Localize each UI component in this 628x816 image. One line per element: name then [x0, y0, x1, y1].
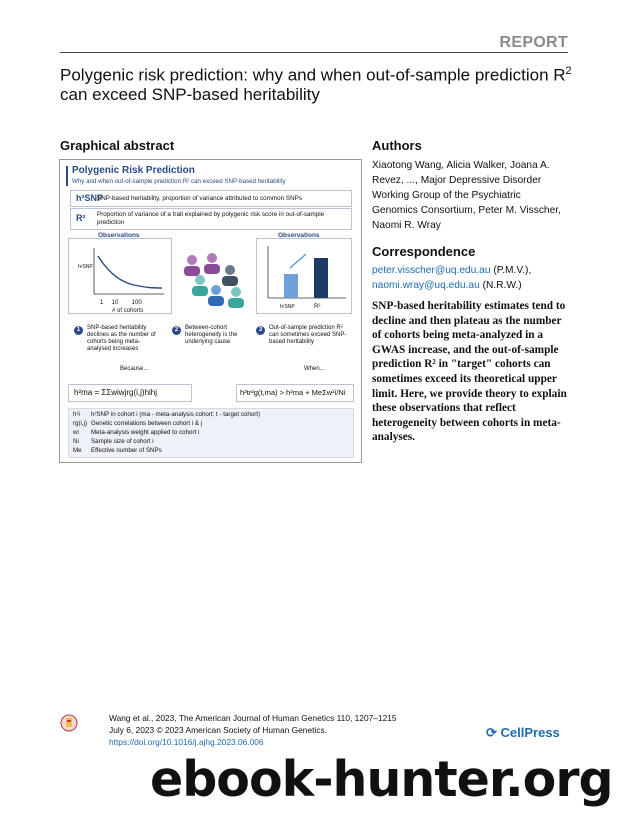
graphical-abstract-heading: Graphical abstract — [60, 138, 175, 153]
point-1-badge: 1 — [74, 326, 83, 335]
legend-row-1 — [73, 411, 260, 418]
legend-txt-2: Genetic correlations between cohort i & j — [91, 420, 203, 427]
point-2-badge: 2 — [172, 326, 181, 335]
def2-text: Proportion of variance of a trait explained by polygenic risk score in out-of-sample prediction — [97, 211, 325, 226]
symbol-legend — [68, 408, 354, 458]
decline-xlabel: # of cohorts — [112, 308, 144, 314]
def1-text: SNP-based heritability, proportion of variance attributed to common SNPs — [97, 195, 302, 202]
point-3-badge: 3 — [256, 326, 265, 335]
equation-left: h²ma = ΣΣwiwjrg(i,j)hihj — [74, 388, 158, 397]
email-link-visscher[interactable]: peter.visscher@uq.edu.au — [372, 265, 491, 276]
person-6 — [228, 287, 244, 308]
ga-subtitle: Why and when out-of-sample prediction R² can exceed SNP-based heritability — [72, 178, 286, 185]
legend-txt-1: h²SNP in cohort i (ma - meta-analysis cohort; t - target cohort) — [91, 411, 261, 418]
legend-sym-1: h²i — [73, 411, 80, 418]
legend-sym-5: Me — [73, 447, 82, 454]
person-2 — [204, 253, 220, 274]
cellpress-logo — [486, 725, 560, 741]
definition-r2 — [70, 208, 352, 230]
title-superscript: 2 — [565, 65, 572, 77]
paper-title — [60, 62, 580, 104]
correspondence-heading: Correspondence — [372, 244, 476, 259]
email-link-wray[interactable]: naomi.wray@uq.edu.au — [372, 280, 480, 291]
cellpress-mark-icon: ⟳ — [486, 725, 501, 740]
copyright-line: July 6, 2023 © 2023 American Society of Human Genetics. — [109, 725, 327, 735]
authors-heading: Authors — [372, 138, 422, 153]
correspondence-block — [372, 263, 572, 293]
graphical-abstract — [59, 159, 362, 463]
definition-h2snp — [70, 190, 352, 207]
def1-symbol: h²SNP — [76, 193, 103, 203]
prediction-bar-plot — [256, 238, 352, 314]
point-1-text: SNP-based heritability declines as the number of cohorts being meta-analysed increases — [87, 325, 156, 352]
authors-list: Xiaotong Wang, Alicia Walker, Joana A. Revez, ..., Major Depressive Disorder Working Group of the Psychiatric Genomics Consortium, Peter M. Visscher, Naomi R. Wray — [372, 160, 561, 231]
bar-h2snp — [284, 274, 298, 298]
decline-ylabel: h²SNP — [78, 264, 93, 270]
bar-r2 — [314, 258, 328, 298]
decline-xticks: 1 10 100 — [100, 300, 142, 306]
title-line2: can exceed SNP-based heritability — [60, 84, 320, 104]
bar-label-r2: R² — [314, 304, 321, 310]
ga-title: Polygenic Risk Prediction — [72, 165, 195, 176]
crossmark-logo-icon[interactable] — [60, 714, 78, 732]
citation-line: Wang et al., 2023, The American Journal of Human Genetics 110, 1207–1215 — [109, 713, 397, 723]
legend-sym-4: Ni — [73, 438, 79, 445]
legend-row-2 — [73, 420, 202, 427]
person-5 — [208, 285, 224, 306]
equation-right: h²tr²g(t,ma) > h²ma + MeΣw²i/Ni — [240, 388, 346, 397]
doi-link[interactable]: https://doi.org/10.1016/j.ajhg.2023.06.006 — [109, 737, 264, 747]
legend-row-5 — [73, 447, 162, 454]
bar-arrow — [290, 254, 306, 268]
citation-footer — [109, 712, 429, 748]
ga-accent-bar — [66, 166, 68, 186]
observations-right-label: Observations — [278, 232, 320, 239]
email-owner-visscher: (P.M.V.), — [490, 265, 532, 276]
cellpress-wordmark: CellPress — [500, 725, 560, 740]
person-1 — [184, 255, 200, 276]
observations-left-label: Observations — [98, 232, 140, 239]
because-label: Because... — [120, 366, 149, 372]
person-4 — [192, 275, 208, 296]
person-3 — [222, 265, 238, 286]
point-2-text: Between-cohort heterogeneity is the underlying cause — [185, 325, 238, 345]
cohorts-illustration — [172, 250, 254, 316]
title-line1: Polygenic risk prediction: why and when out-of-sample prediction R — [60, 65, 566, 85]
legend-sym-2: rg(i,j) — [73, 420, 88, 427]
legend-txt-4: Sample size of cohort i — [91, 438, 154, 445]
point-3-text: Out-of-sample prediction R² can sometimes exceed SNP-based heritability — [269, 325, 347, 345]
bar-label-h2snp: h²SNP — [280, 304, 295, 310]
legend-row-3 — [73, 429, 199, 436]
email-owner-wray: (N.R.W.) — [479, 280, 522, 291]
legend-sym-3: wi — [73, 429, 79, 436]
legend-txt-3: Meta-analysis weight applied to cohort i — [91, 429, 200, 436]
legend-txt-5: Effective number of SNPs — [91, 447, 162, 454]
watermark: ebook-hunter.org — [150, 751, 613, 808]
def2-symbol: R² — [76, 213, 86, 223]
legend-row-4 — [73, 438, 154, 445]
report-label: REPORT — [499, 34, 568, 51]
bar-plot-frame — [257, 239, 352, 314]
in-brief-summary: SNP-based heritability estimates tend to decline and then plateau as the number of cohorts being meta-analyzed in a GWAS increase, and the out-of-sample prediction R² in "target" cohorts can sometimes exceed its theoretical upper limit. Here, we provide theory to explain these observations that reflect heterogeneity between cohorts in meta-analyses. — [372, 300, 567, 444]
when-label: When... — [304, 366, 325, 372]
decline-curve — [98, 256, 162, 288]
header-rule — [60, 52, 568, 53]
